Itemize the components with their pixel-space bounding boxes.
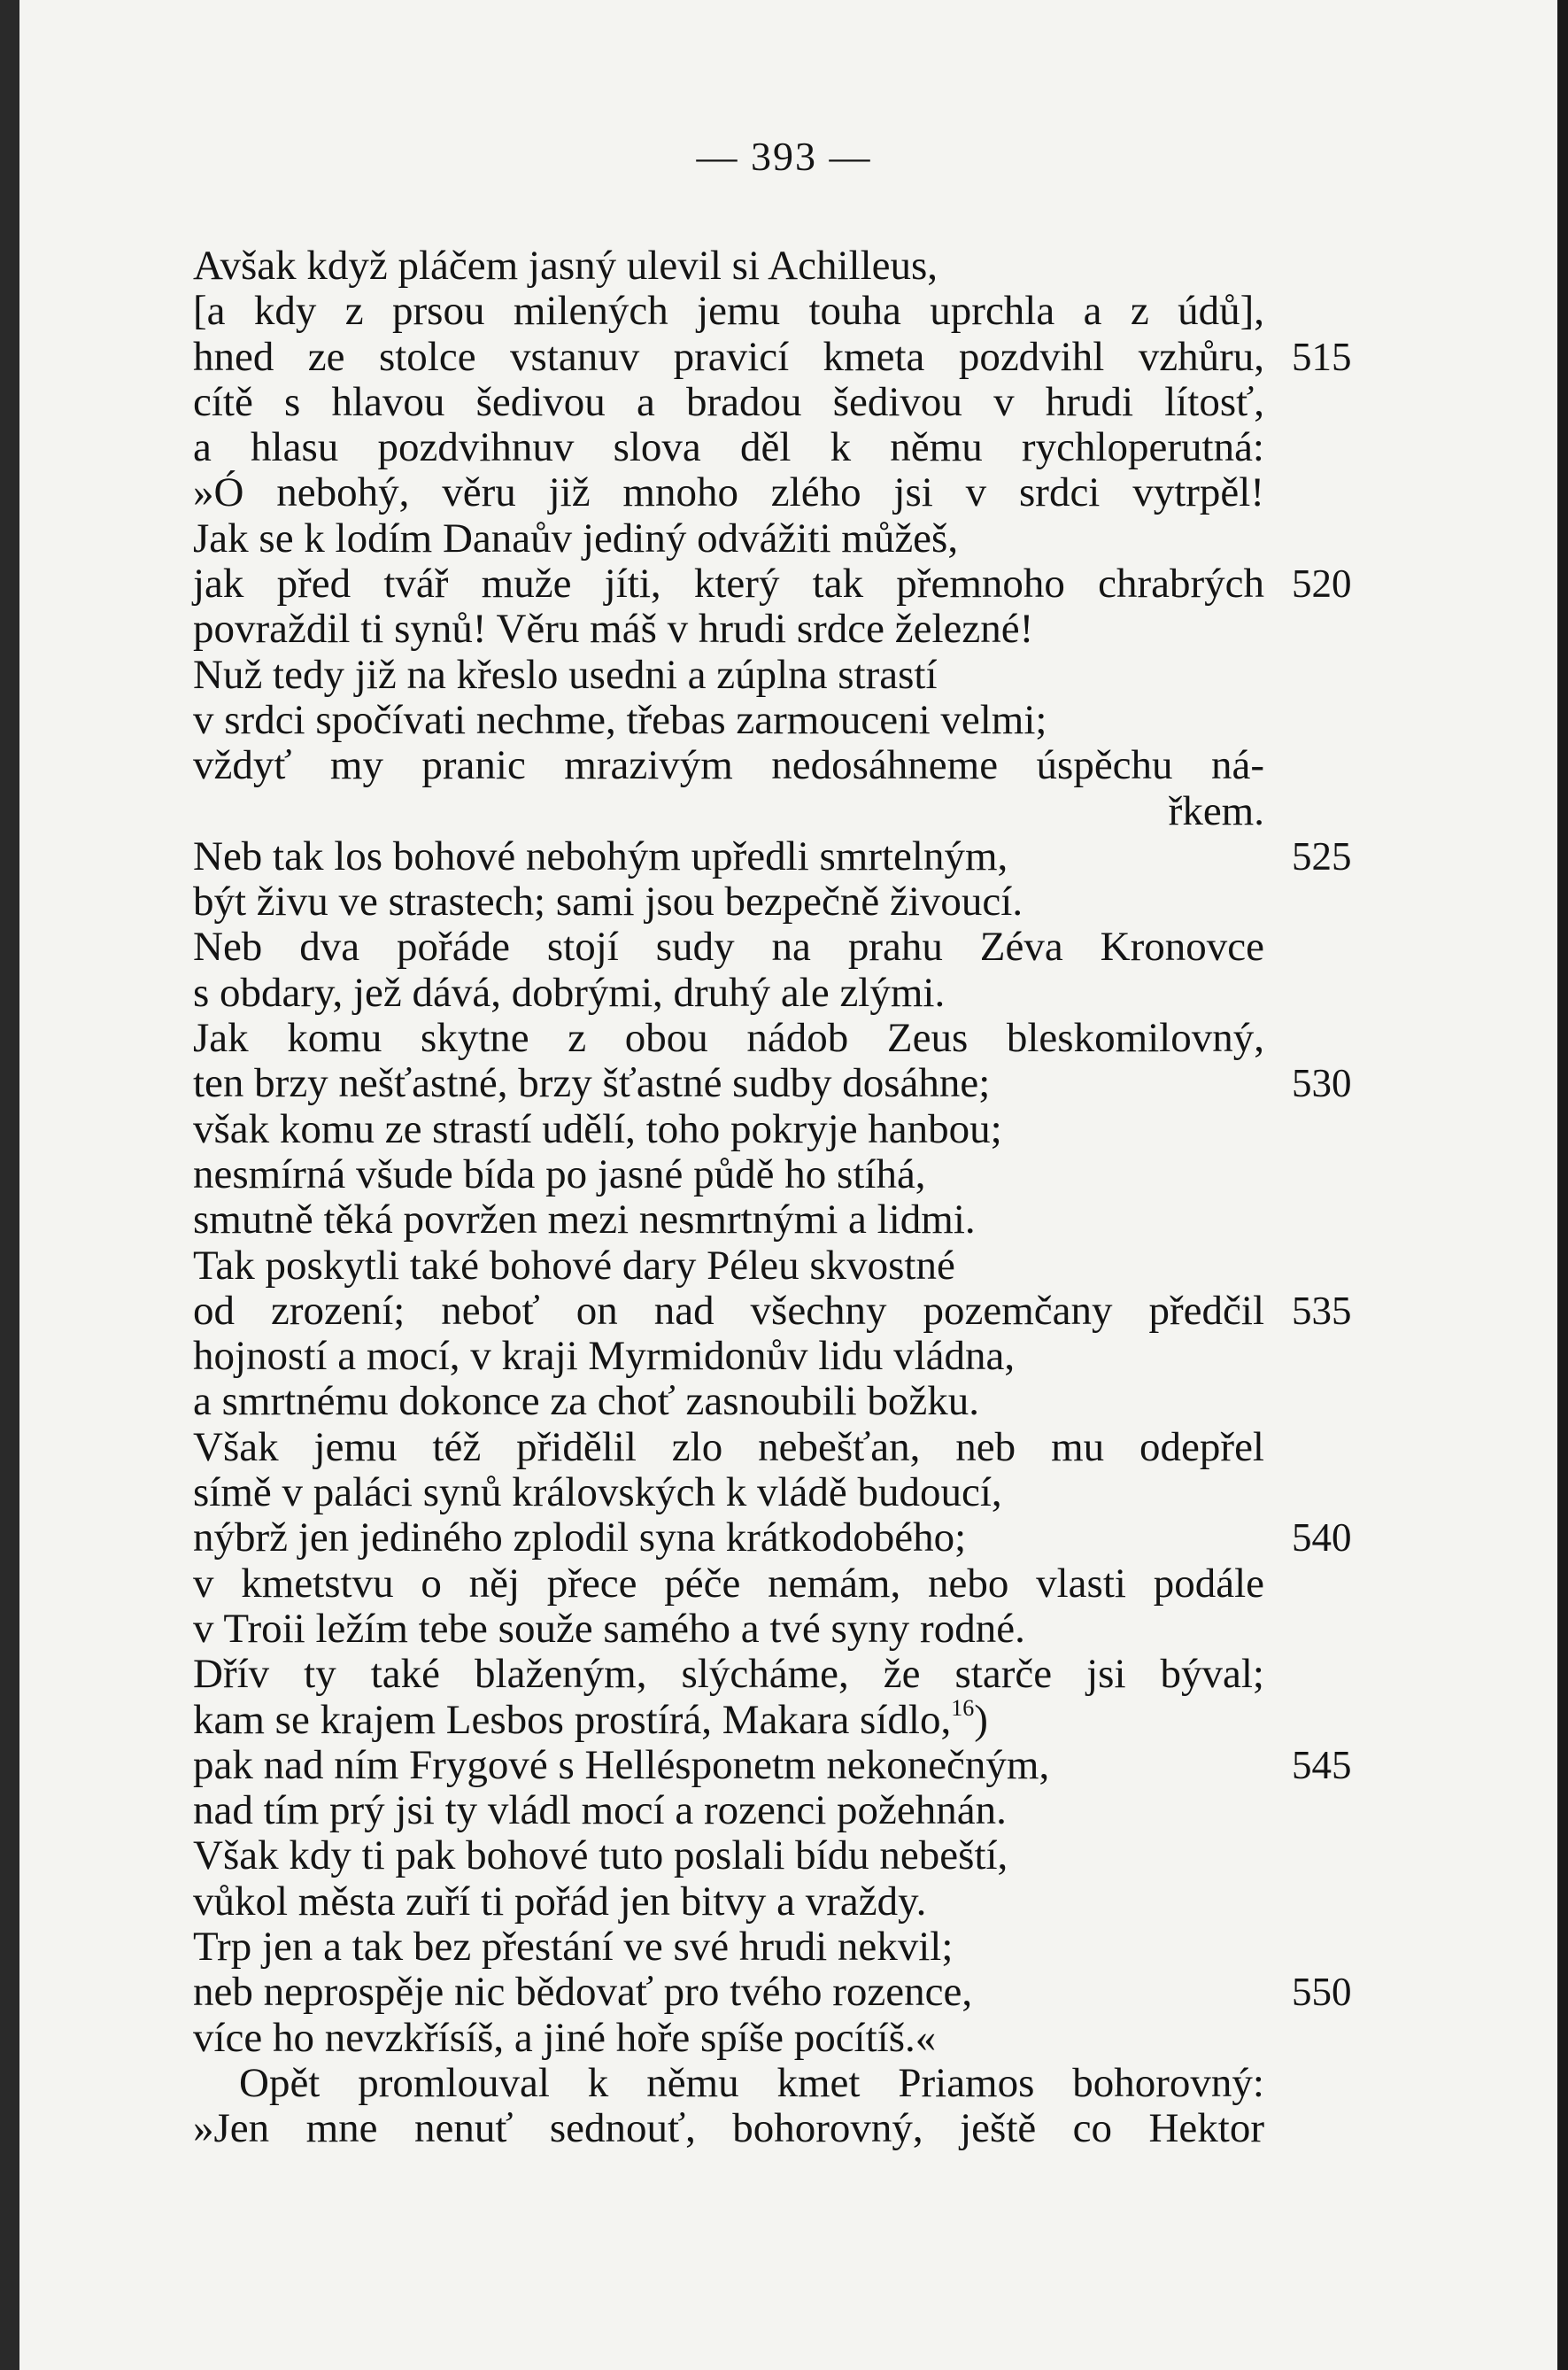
verse-text bbox=[193, 425, 1264, 470]
verse-line bbox=[193, 1379, 1379, 1424]
verse-line bbox=[193, 470, 1379, 515]
verse-text bbox=[193, 1607, 1264, 1652]
verse-text-content: Trp jen a tak bez přestání ve své hrudi nekvil; bbox=[193, 1923, 954, 1970]
footnote-marker: 16 bbox=[951, 1694, 975, 1721]
verse-line bbox=[193, 562, 1379, 607]
verse-line bbox=[193, 1289, 1379, 1334]
verse-line bbox=[193, 653, 1379, 698]
verse-line bbox=[193, 244, 1379, 289]
verse-text-content: s obdary, jež dává, dobrými, druhý ale zlými. bbox=[193, 969, 946, 1016]
verse-line bbox=[193, 1470, 1379, 1515]
verse-line bbox=[193, 1925, 1379, 1970]
verse-text-content: Neb dva pořáde stojí sudy na prahu Zéva Kronovce bbox=[193, 924, 1264, 971]
verse-text bbox=[193, 698, 1264, 743]
verse-text bbox=[193, 335, 1264, 380]
verse-text-content: řkem. bbox=[1168, 787, 1264, 834]
verse-text-content: »Ó nebohý, věru již mnoho zlého jsi v srdci vytrpěl! bbox=[193, 469, 1264, 516]
verse-text bbox=[193, 1289, 1264, 1334]
verse-text bbox=[193, 1334, 1264, 1379]
verse-text-content: Jak komu skytne z obou nádob Zeus bleskomilovný, bbox=[193, 1015, 1264, 1062]
page-left-edge bbox=[0, 0, 19, 2370]
verse-line bbox=[193, 925, 1379, 970]
verse-line bbox=[193, 1788, 1379, 1833]
verse-text-content: símě v paláci synů královských k vládě budoucí, bbox=[193, 1469, 1002, 1516]
verse-text bbox=[193, 516, 1264, 562]
verse-line bbox=[193, 335, 1379, 380]
verse-text-content: a hlasu pozdvihnuv slova děl k němu rychloperutná: bbox=[193, 424, 1264, 471]
verse-line bbox=[193, 1061, 1379, 1106]
verse-text bbox=[193, 879, 1264, 925]
verse-text-content: Avšak když pláčem jasný ulevil si Achilleus, bbox=[193, 243, 938, 289]
verse-text-content: smutně těká povržen mezi nesmrtnými a lidmi. bbox=[193, 1197, 976, 1243]
verse-text bbox=[193, 1061, 1264, 1106]
verse-text bbox=[193, 1788, 1264, 1833]
line-number: 530 bbox=[1292, 1061, 1352, 1106]
verse-text-content: v Troii ležím tebe souže samého a tvé syny rodné. bbox=[193, 1605, 1025, 1652]
verse-line bbox=[193, 2106, 1379, 2151]
verse-text-content: vždyť my pranic mrazivým nedosáhneme úspěchu ná- bbox=[193, 742, 1264, 789]
verse-line bbox=[193, 1561, 1379, 1607]
verse-block bbox=[193, 244, 1379, 2151]
line-number: 535 bbox=[1292, 1288, 1352, 1333]
verse-text bbox=[193, 1152, 1264, 1197]
verse-text-content: nýbrž jen jediného zplodil syna krátkodobého; bbox=[193, 1514, 967, 1561]
verse-text bbox=[193, 562, 1264, 607]
line-number: 515 bbox=[1292, 334, 1352, 379]
verse-text-content: být živu ve strastech; sami jsou bezpečně živoucí. bbox=[193, 879, 1023, 926]
verse-line bbox=[193, 1107, 1379, 1152]
verse-line bbox=[193, 1652, 1379, 1697]
verse-text bbox=[193, 1743, 1264, 1788]
footnote-paren: ) bbox=[974, 1696, 988, 1743]
verse-text bbox=[193, 925, 1264, 970]
verse-text-content: Dřív ty také blaženým, slýcháme, že starče jsi býval; bbox=[193, 1651, 1264, 1698]
verse-text bbox=[193, 244, 1264, 289]
verse-text bbox=[193, 1425, 1264, 1470]
line-number: 520 bbox=[1292, 562, 1352, 607]
verse-text bbox=[193, 1925, 1264, 1970]
verse-text bbox=[193, 789, 1264, 834]
verse-text-content: a smrtnému dokonce za choť zasnoubili božku. bbox=[193, 1378, 980, 1425]
verse-line bbox=[193, 380, 1379, 425]
verse-line bbox=[193, 743, 1379, 788]
verse-line bbox=[193, 1197, 1379, 1243]
verse-text-content: neb neprospěje nic bědovať pro tvého rozence, bbox=[193, 1969, 973, 2016]
verse-line bbox=[193, 1970, 1379, 2015]
verse-line bbox=[193, 1016, 1379, 1061]
verse-text bbox=[193, 1694, 1264, 1743]
verse-line bbox=[193, 971, 1379, 1016]
verse-text bbox=[193, 1243, 1264, 1289]
verse-text-content: Nuž tedy již na křeslo usedni a zúplna strastí bbox=[193, 651, 938, 698]
verse-text bbox=[193, 743, 1264, 788]
verse-text bbox=[193, 2061, 1264, 2106]
verse-text-content: však komu ze strastí udělí, toho pokryje hanbou; bbox=[193, 1105, 1002, 1152]
verse-text bbox=[193, 289, 1264, 334]
verse-line bbox=[193, 607, 1379, 652]
verse-text-content: Neb tak los bohové nebohým upředli smrtelným, bbox=[193, 833, 1008, 879]
verse-text bbox=[193, 2106, 1264, 2151]
verse-text-content: od zrození; neboť on nad všechny pozemčany předčil bbox=[193, 1287, 1264, 1334]
verse-text-content: v srdci spočívati nechme, třebas zarmouceni velmi; bbox=[193, 696, 1047, 743]
verse-text bbox=[193, 1970, 1264, 2015]
verse-line bbox=[193, 1879, 1379, 1925]
verse-text-content: cítě s hlavou šedivou a bradou šedivou v hrudi lítosť, bbox=[193, 378, 1264, 425]
verse-line bbox=[193, 834, 1379, 879]
verse-text bbox=[193, 607, 1264, 652]
verse-text-content: Jak se k lodím Danaův jediný odvážiti můžeš, bbox=[193, 515, 959, 562]
verse-text bbox=[193, 470, 1264, 515]
verse-text-content: Však kdy ti pak bohové tuto poslali bídu nebeští, bbox=[193, 1832, 1008, 1879]
verse-text-content: vůkol města zuří ti pořád jen bitvy a vraždy. bbox=[193, 1878, 927, 1925]
verse-text-content: více ho nevzkřísíš, a jiné hoře spíše pocítíš.« bbox=[193, 2014, 937, 2061]
verse-text-content: ten brzy nešťastné, brzy šťastné sudby dosáhne; bbox=[193, 1060, 991, 1107]
verse-line bbox=[193, 789, 1379, 834]
verse-line bbox=[193, 1334, 1379, 1379]
line-number: 540 bbox=[1292, 1515, 1352, 1561]
verse-line bbox=[193, 698, 1379, 743]
verse-text-content: pak nad ním Frygové s Hellésponetm nekonečným, bbox=[193, 1741, 1050, 1788]
verse-text-content: Však jemu též přidělil zlo nebešťan, neb mu odepřel bbox=[193, 1423, 1264, 1470]
line-number: 550 bbox=[1292, 1970, 1352, 2015]
page-right-edge bbox=[1557, 0, 1568, 2370]
verse-text-content: kam se krajem Lesbos prostírá, Makara sídlo, bbox=[193, 1696, 952, 1743]
verse-line bbox=[193, 1152, 1379, 1197]
verse-text bbox=[193, 1470, 1264, 1515]
verse-text bbox=[193, 1652, 1264, 1697]
verse-line bbox=[193, 1515, 1379, 1561]
verse-text-content: povraždil ti synů! Věru máš v hrudi srdce železné! bbox=[193, 606, 1034, 653]
verse-text-content: nesmírná všude bída po jasné půdě ho stíhá, bbox=[193, 1150, 926, 1197]
verse-text bbox=[193, 971, 1264, 1016]
verse-line bbox=[193, 1243, 1379, 1289]
verse-text bbox=[193, 1833, 1264, 1878]
verse-text-content: »Jen mne nenuť sednouť, bohorovný, ještě co Hektor bbox=[193, 2105, 1264, 2152]
line-number: 545 bbox=[1292, 1742, 1352, 1787]
verse-line bbox=[193, 1743, 1379, 1788]
verse-line bbox=[193, 1425, 1379, 1470]
verse-text bbox=[193, 380, 1264, 425]
verse-line bbox=[193, 1833, 1379, 1878]
verse-text bbox=[193, 2016, 1264, 2061]
verse-line bbox=[193, 1694, 1379, 1743]
verse-line bbox=[193, 425, 1379, 470]
verse-line bbox=[193, 289, 1379, 334]
line-number: 525 bbox=[1292, 833, 1352, 879]
verse-text-content: hned ze stolce vstanuv pravicí kmeta pozdvihl vzhůru, bbox=[193, 333, 1264, 380]
verse-text bbox=[193, 1379, 1264, 1424]
verse-text-content: hojností a mocí, v kraji Myrmidonův lidu vládna, bbox=[193, 1333, 1016, 1380]
verse-line bbox=[193, 879, 1379, 925]
verse-text-content: nad tím prý jsi ty vládl mocí a rozenci požehnán. bbox=[193, 1787, 1007, 1834]
verse-line bbox=[193, 2061, 1379, 2106]
verse-text bbox=[193, 653, 1264, 698]
verse-line bbox=[193, 2016, 1379, 2061]
verse-text bbox=[193, 1016, 1264, 1061]
verse-text bbox=[193, 1879, 1264, 1925]
verse-text-content: Tak poskytli také bohové dary Péleu skvostné bbox=[193, 1242, 955, 1289]
verse-text-content: v kmetstvu o něj přece péče nemám, nebo vlasti podále bbox=[193, 1560, 1264, 1607]
verse-text bbox=[193, 834, 1264, 879]
verse-line bbox=[193, 1607, 1379, 1652]
verse-text-content: Opět promlouval k němu kmet Priamos bohorovný: bbox=[239, 2059, 1264, 2106]
verse-text-content: [a kdy z prsou milených jemu touha uprchla a z údů], bbox=[193, 288, 1264, 335]
verse-text bbox=[193, 1197, 1264, 1243]
verse-text bbox=[193, 1107, 1264, 1152]
verse-text-content: jak před tvář muže jíti, který tak přemnoho chrabrých bbox=[193, 561, 1264, 608]
verse-line bbox=[193, 516, 1379, 562]
verse-text bbox=[193, 1515, 1264, 1561]
page-number: — 393 — bbox=[696, 134, 872, 179]
verse-text bbox=[193, 1561, 1264, 1607]
